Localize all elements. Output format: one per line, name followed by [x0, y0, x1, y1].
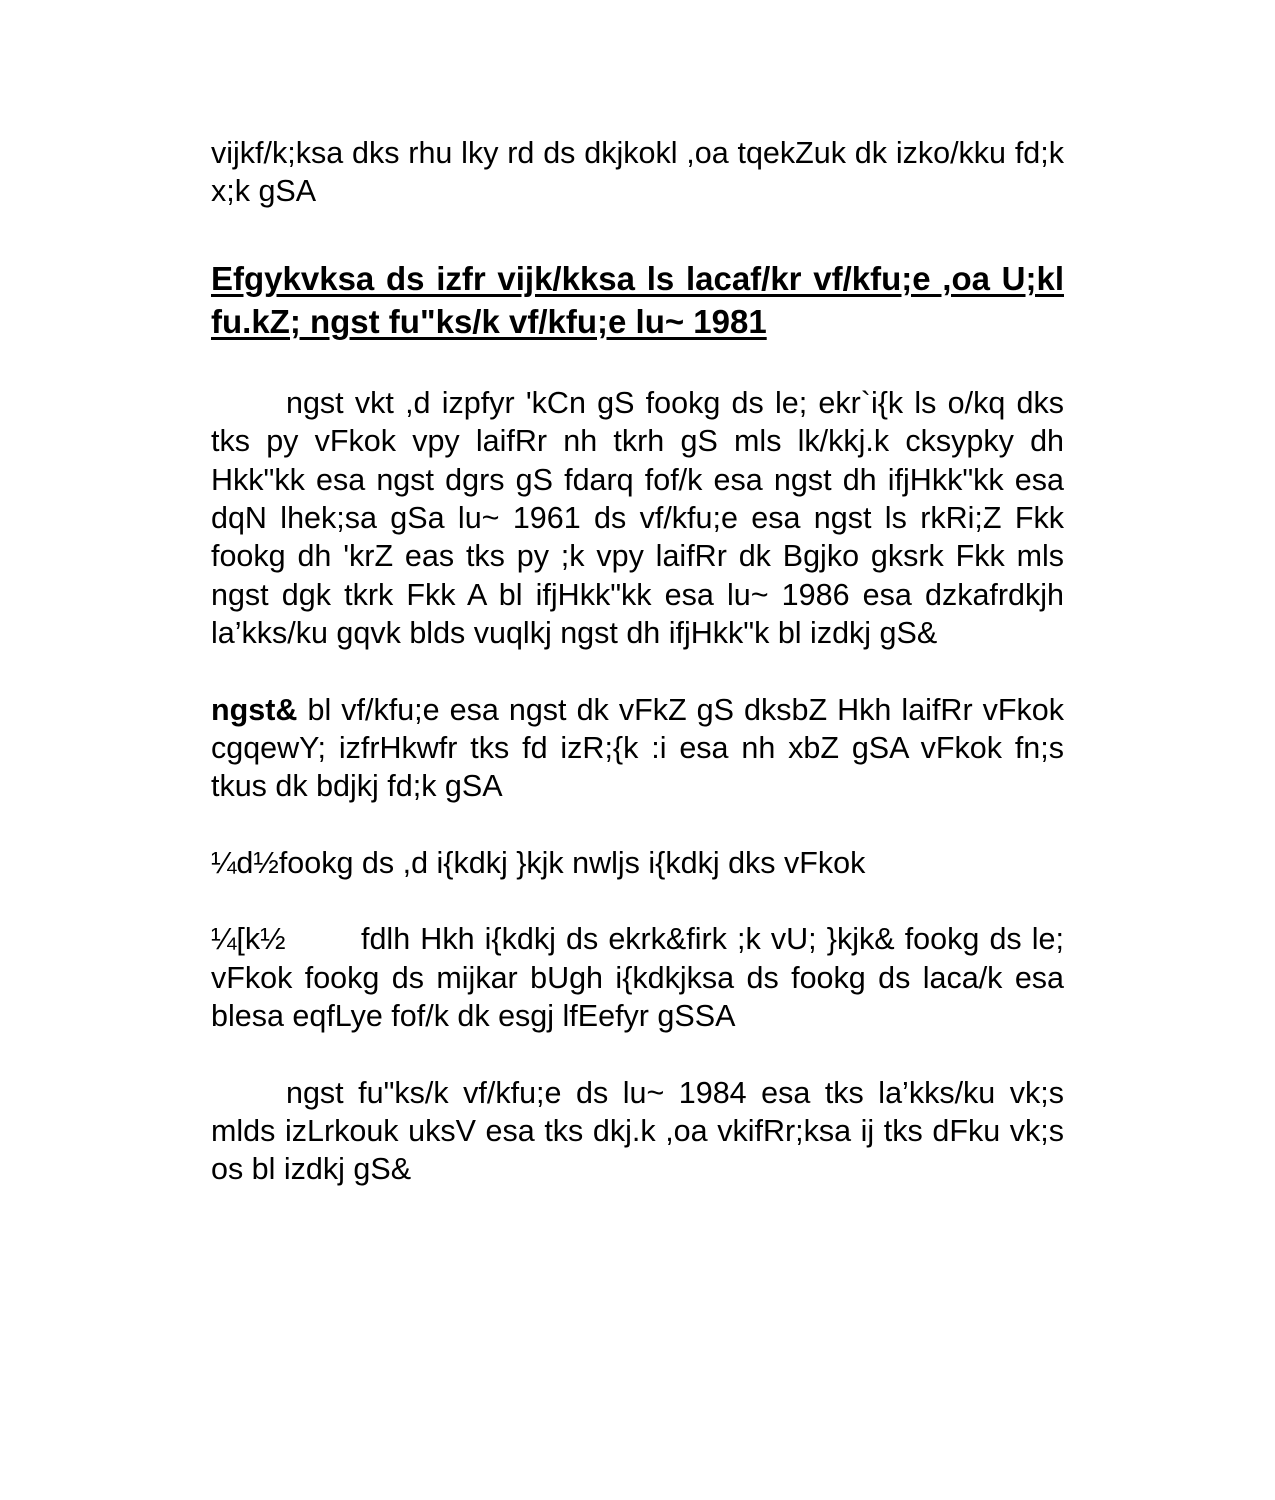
- definition-text: bl vf/kfu;e esa ngst dk vFkZ gS dksbZ Hkh laifRr vFkok cgqewY; izfrHkwfr tks fd izR;{k :i esa nh xbZ gSA vFkok fn;s tkus dk bdjkj fd;k gSA: [211, 692, 1064, 804]
- dowry-paragraph: ngst vkt ,d izpfyr 'kCn gS fookg ds le; ekr`i{k ls o/kq dks tks py vFkok vpy laifRr nh tkrh gS mls lk/kkj.k cksypky dh Hkk"kk esa ngst dgrs gS fdarq fof/k esa ngst dh ifjHkk"kk esa dqN lhek;sa gSa lu~ 1961 ds vf/kfu;e esa ngst ls rkRi;Z Fkk fookg dh 'krZ eas tks py ;k vpy laifRr dk Bgjko gksrk Fkk mls ngst dgk tkrk Fkk A bl ifjHkk"kk esa lu~ 1986 esa dzkafrdkjh la’kks/ku gqvk blds vuqlkj ngst dh ifjHkk"k bl izdkj gS&: [211, 385, 1064, 651]
- clause-a: ¼d½fookg ds ,d i{kdkj }kjk nwljs i{kdkj dks vFkok: [211, 845, 866, 880]
- section-heading: Efgykvksa ds izfr vijk/kksa ls lacaf/kr vf/kfu;e ,oa U;kl fu.kZ; ngst fu"ks/k vf/kfu;e lu~ 1981: [211, 259, 1064, 340]
- intro-paragraph: vijkf/k;ksa dks rhu lky rd ds dkjkokl ,oa tqekZuk dk izko/kku fd;k x;k gSA: [211, 136, 1064, 209]
- clause-b: [211, 920, 1064, 1035]
- amendment-paragraph: ngst fu"ks/k vf/kfu;e ds lu~ 1984 esa tks la’kks/ku vk;s mlds izLrkouk uksV esa tks dkj.k ,oa vkifRr;ksa ij tks dFku vk;s os bl izdkj gS&: [211, 1075, 1064, 1187]
- clause-b-text: fdlh Hkh i{kdkj ds ekrk&firk ;k vU; }kjk& fookg ds le; vFkok fookg ds mijkar bUgh i{kdkjksa ds fookg ds laca/k esa blesa eqfLye fof/k dk esgj lfEefyr gSSA: [211, 922, 1064, 1034]
- clause-b-label: ¼[k½: [211, 922, 286, 957]
- dowry-definition: [211, 691, 1064, 806]
- definition-term: ngst&: [211, 692, 298, 727]
- document-page: [211, 134, 1064, 1189]
